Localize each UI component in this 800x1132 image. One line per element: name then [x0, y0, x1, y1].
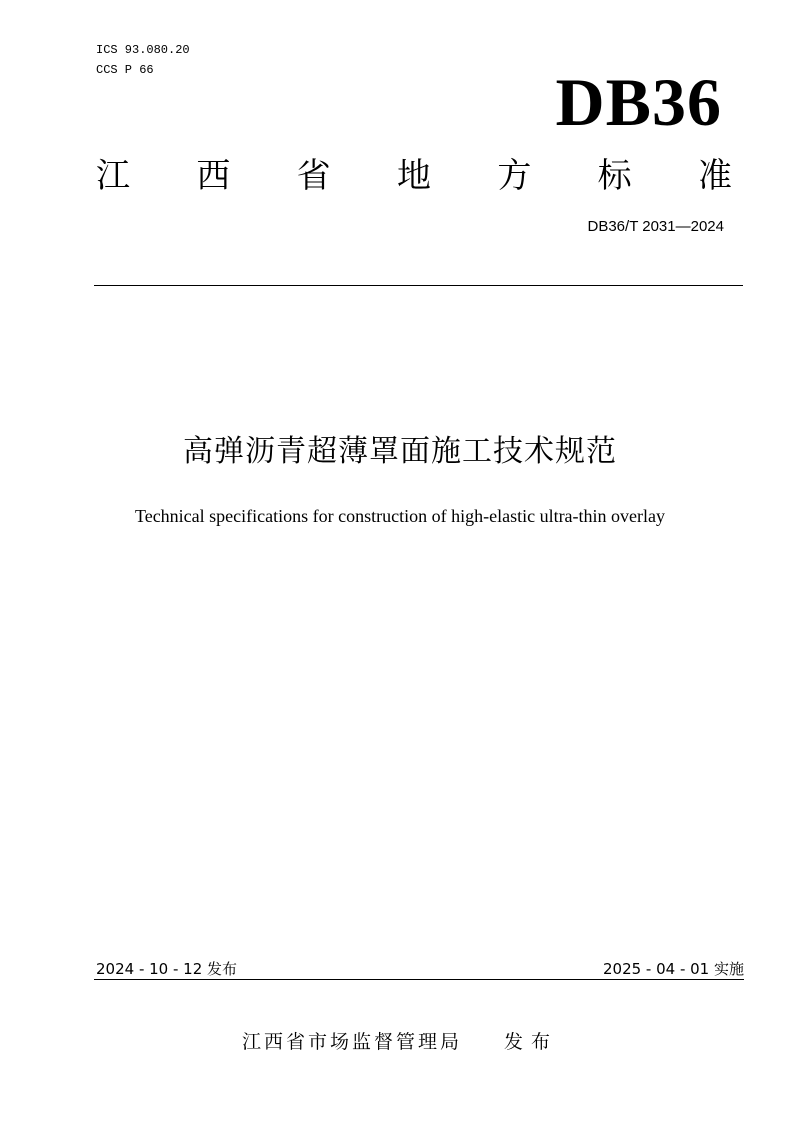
- standard-type-heading: [96, 152, 732, 200]
- issuing-authority: [0, 1028, 800, 1056]
- standard-code-large: DB36: [555, 64, 722, 140]
- release-date: 2024 - 10 - 12 发布: [96, 960, 238, 978]
- implementation-date: 2025 - 04 - 01 实施: [602, 960, 744, 978]
- standard-type-char: 省: [296, 156, 331, 196]
- issuer-action: 发布: [504, 1031, 559, 1053]
- standard-type-char: 方: [497, 156, 532, 196]
- standard-type-char: 江: [96, 156, 130, 196]
- header-divider: [94, 285, 743, 286]
- classification-codes: [96, 40, 190, 80]
- document-title-english: Technical specifications for construction of high-elastic ultra-thin overlay: [134, 506, 666, 526]
- standard-type-char: 标: [597, 156, 632, 196]
- ccs-code: CCS P 66: [96, 63, 154, 77]
- standard-type-char: 准: [697, 156, 732, 196]
- standard-number: DB36/T 2031—2024: [587, 218, 724, 235]
- issuer-name: 江西省市场监督管理局: [241, 1031, 462, 1053]
- standard-type-char: 地: [396, 156, 431, 196]
- ics-code: ICS 93.080.20: [96, 43, 190, 57]
- standard-type-char: 西: [196, 156, 231, 196]
- date-row: [96, 958, 744, 980]
- footer-divider: [94, 979, 744, 980]
- document-title-chinese: 高弹沥青超薄罩面施工技术规范: [183, 434, 617, 469]
